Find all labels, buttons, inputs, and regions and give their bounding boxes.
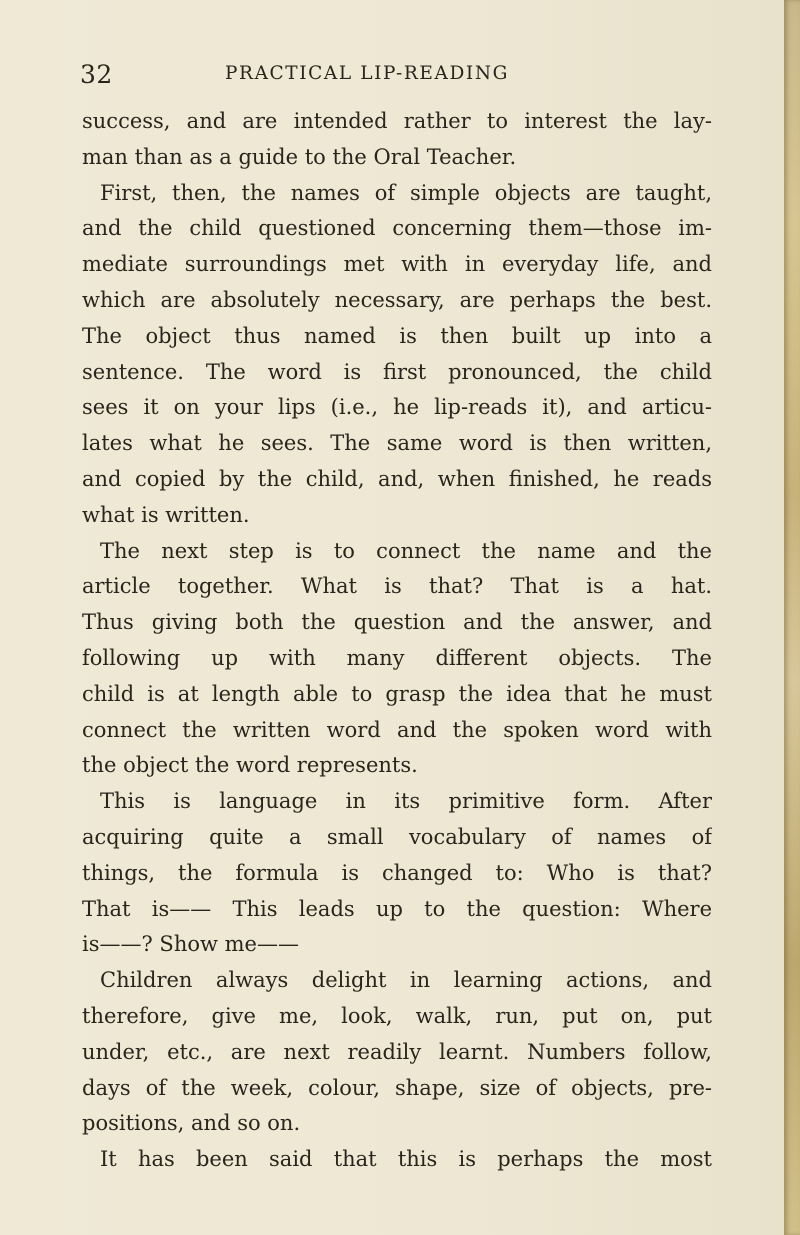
- text-line: First, then, the names of simple objects are taught,: [100, 180, 712, 205]
- text-line: connect the written word and the spoken word with: [82, 717, 712, 742]
- text-line: what is written.: [82, 502, 250, 527]
- text-line: and copied by the child, and, when finished, he reads: [82, 466, 712, 491]
- text-line: under, etc., are next readily learnt. Numbers follow,: [82, 1039, 712, 1064]
- text-line: lates what he sees. The same word is then written,: [82, 431, 712, 456]
- text-line: positions, and so on.: [82, 1111, 301, 1136]
- text-line: sees it on your lips (i.e., he lip-reads it), and articu-: [82, 395, 712, 420]
- text-line: the object the word represents.: [82, 753, 418, 778]
- running-head: PRACTICAL LIP-READING: [225, 63, 510, 84]
- text-line: The next step is to connect the name and the: [100, 538, 712, 563]
- text-line: mediate surroundings met with in everyday life, and: [82, 252, 712, 277]
- text-line: things, the formula is changed to: Who is that?: [82, 860, 712, 885]
- text-line: man than as a guide to the Oral Teacher.: [82, 144, 517, 169]
- text-line: article together. What is that? That is a hat.: [82, 574, 712, 599]
- body-text: [82, 104, 712, 1178]
- text-line: success, and are intended rather to interest the lay-: [82, 109, 712, 133]
- text-line: Children always delight in learning actions, and: [100, 968, 712, 993]
- text-line: days of the week, colour, shape, size of objects, pre-: [82, 1075, 712, 1100]
- text-line: That is—— This leads up to the question: Where: [82, 896, 712, 921]
- text-line: The object thus named is then built up into a: [82, 323, 712, 348]
- page-edge: [784, 0, 800, 1235]
- text-line: acquiring quite a small vocabulary of names of: [82, 824, 712, 849]
- text-line: therefore, give me, look, walk, run, put on, put: [82, 1003, 712, 1028]
- text-line: which are absolutely necessary, are perhaps the best.: [82, 287, 712, 312]
- text-line: sentence. The word is first pronounced, the child: [82, 359, 712, 384]
- page-number: 32: [80, 60, 113, 89]
- text-line: and the child questioned concerning them—those im-: [82, 216, 712, 241]
- text-line: It has been said that this is perhaps the most: [100, 1147, 712, 1172]
- text-line: following up with many different objects. The: [82, 645, 712, 670]
- text-line: This is language in its primitive form. After: [100, 789, 712, 814]
- text-line: Thus giving both the question and the answer, and: [82, 610, 712, 635]
- page-header: [80, 60, 720, 90]
- text-line: is——? Show me——: [82, 932, 299, 957]
- text-line: child is at length able to grasp the idea that he must: [82, 681, 712, 706]
